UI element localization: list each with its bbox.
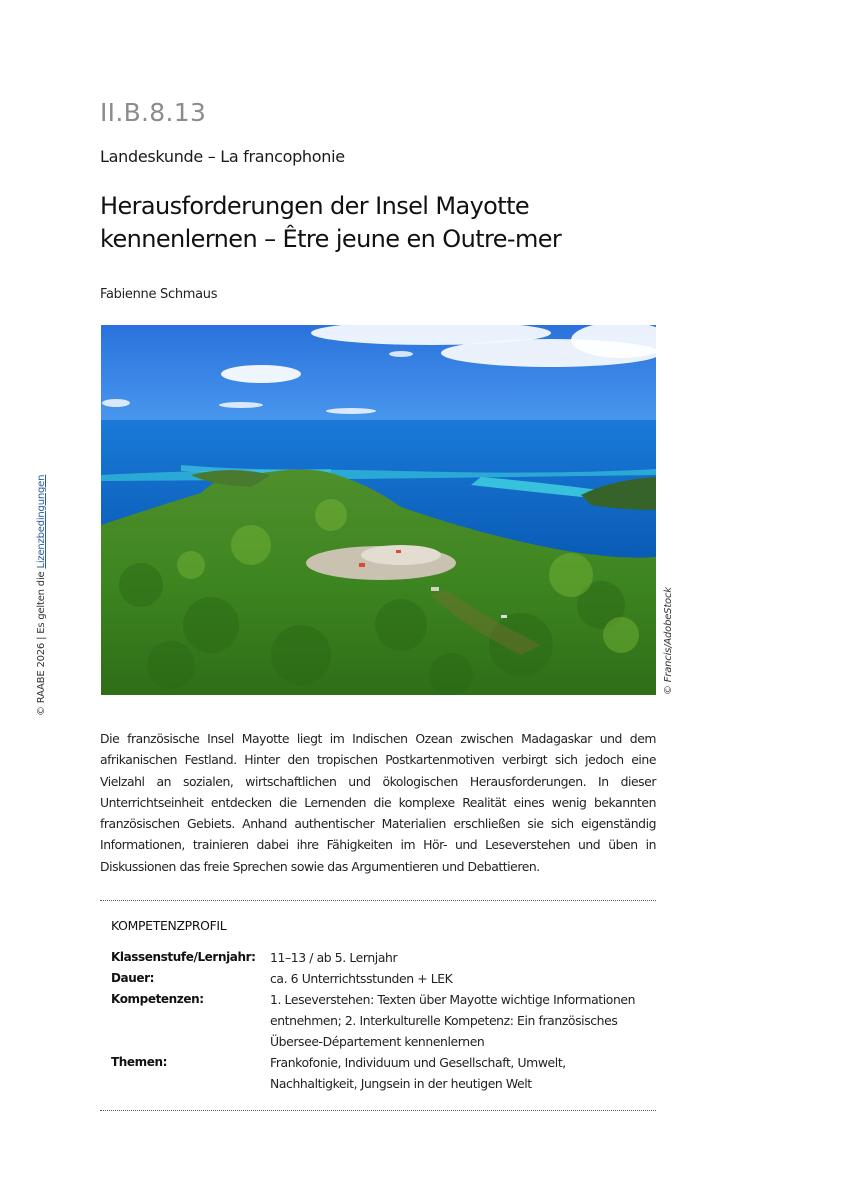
- profile-row-grade: [111, 947, 651, 968]
- page-title: [100, 190, 561, 256]
- profile-value: 1. Leseverstehen: Texten über Mayotte wichtige Informationen entnehmen; 2. Interkulturelle Kompetenz: Ein französisches Übersee-Département kennenlernen: [270, 992, 636, 1049]
- profile-row-competences: [111, 989, 651, 1052]
- profile-label: Kompetenzen:: [111, 992, 204, 1006]
- document-code: II.B.8.13: [100, 98, 207, 127]
- competence-profile: [111, 918, 651, 1094]
- copyright-text: © RAABE 2026 | Es gelten die: [36, 568, 47, 716]
- profile-row-duration: [111, 968, 651, 989]
- profile-value: ca. 6 Unterrichtsstunden + LEK: [270, 971, 453, 986]
- divider-bottom: [100, 1110, 656, 1111]
- license-link[interactable]: Lizenzbedingungen: [36, 474, 47, 569]
- photo-credit: © Francis/AdobeStock: [663, 587, 674, 695]
- title-line-2: kennenlernen – Être jeune en Outre-mer: [100, 225, 562, 253]
- divider-top: [100, 900, 656, 901]
- profile-label: Themen:: [111, 1055, 168, 1069]
- profile-heading: KOMPETENZPROFIL: [111, 918, 227, 933]
- cover-photo: [101, 325, 656, 695]
- section-label: Landeskunde – La francophonie: [100, 147, 345, 166]
- profile-row-topics: [111, 1052, 651, 1094]
- profile-label: Dauer:: [111, 971, 155, 985]
- title-line-1: Herausforderungen der Insel Mayotte: [100, 192, 530, 220]
- author: Fabienne Schmaus: [100, 287, 218, 302]
- profile-value: Frankofonie, Individuum und Gesellschaft, Umwelt, Nachhaltigkeit, Jungsein in der heutigen Welt: [270, 1055, 566, 1091]
- intro-paragraph: Die französische Insel Mayotte liegt im Indischen Ozean zwischen Madagaskar und dem afrikanischen Festland. Hinter den tropischen Postkartenmotiven verbirgt sich jedoch eine Vielzahl an sozialen, wirtschaftlichen und ökologischen Herausforderungen. In dieser Unterrichtseinheit entdecken die Lernenden die komplexe Realität eines wenig bekannten französischen Gebiets. Anhand authentischer Materialien erschließen sie sich eigenständig Informationen, trainieren dabei ihre Fähigkeiten im Hör- und Leseverstehen und üben in Diskussionen das freie Sprechen sowie das Argumentieren und Debattieren.: [100, 731, 656, 874]
- profile-label: Klassenstufe/Lernjahr:: [111, 950, 256, 964]
- sidebar-copyright: [36, 475, 47, 716]
- profile-value: 11–13 / ab 5. Lernjahr: [270, 950, 398, 965]
